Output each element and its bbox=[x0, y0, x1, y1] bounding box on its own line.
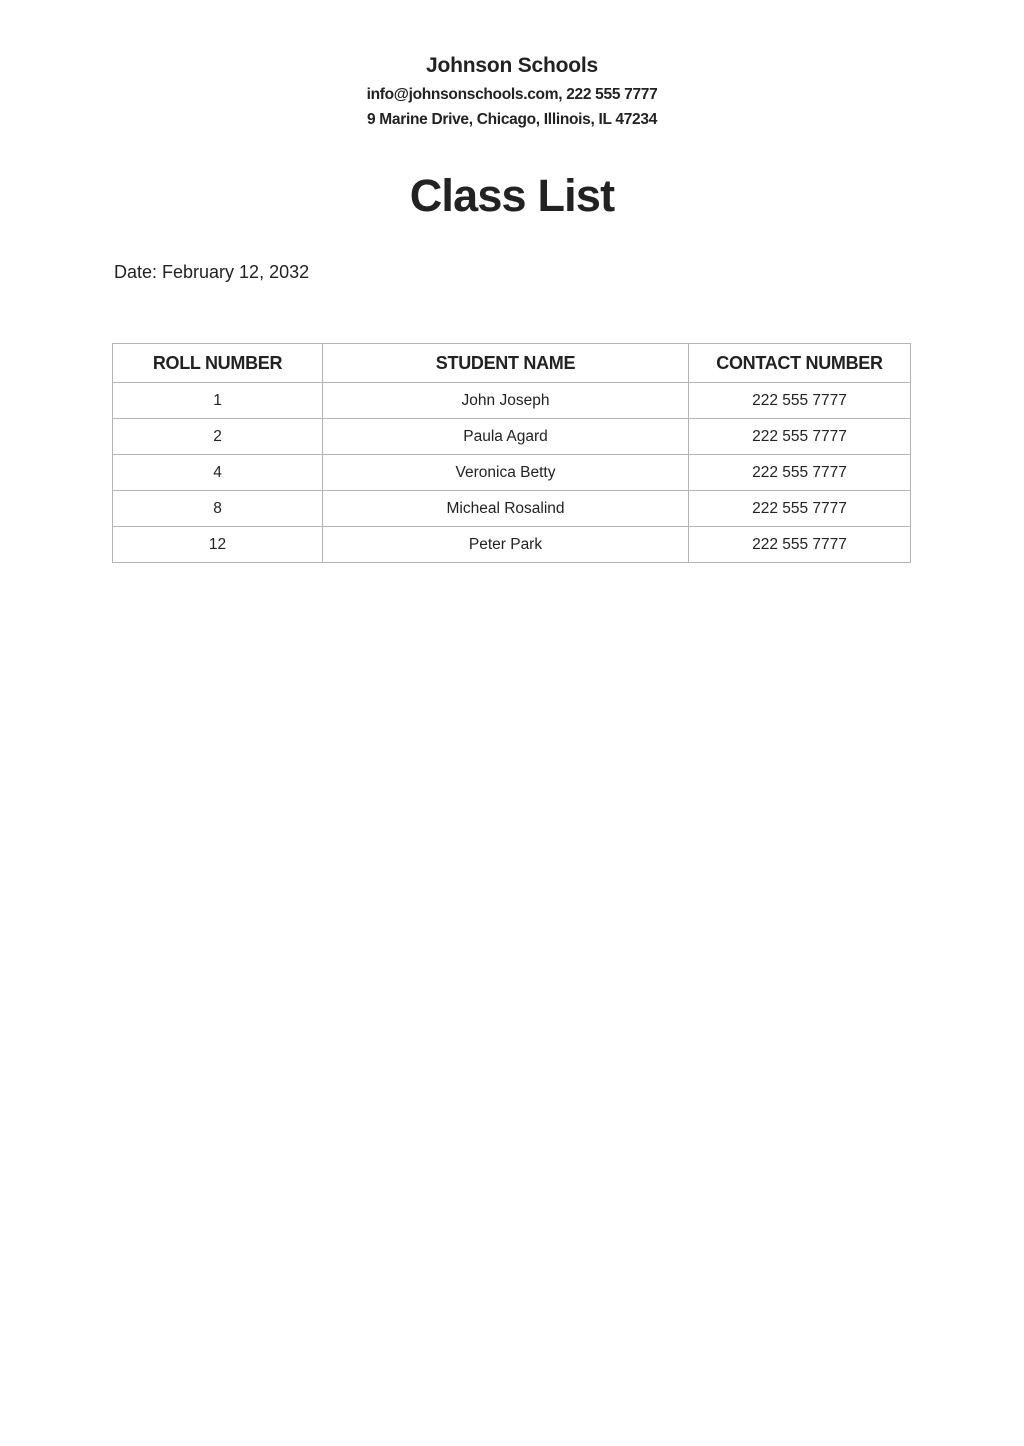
table-row bbox=[113, 491, 911, 527]
contact-number-cell: 222 555 7777 bbox=[689, 491, 911, 527]
table-header-row bbox=[113, 344, 911, 383]
table-row bbox=[113, 383, 911, 419]
roll-number-cell: 4 bbox=[113, 455, 323, 491]
table-row bbox=[113, 527, 911, 563]
class-list-table bbox=[112, 343, 911, 563]
table-row bbox=[113, 455, 911, 491]
column-header-roll-number: ROLL NUMBER bbox=[113, 344, 323, 383]
contact-number-cell: 222 555 7777 bbox=[689, 527, 911, 563]
student-name-cell: Paula Agard bbox=[323, 419, 689, 455]
organization-name: Johnson Schools bbox=[425, 54, 598, 77]
table-row bbox=[113, 419, 911, 455]
student-name-cell: Micheal Rosalind bbox=[323, 491, 689, 527]
roll-number-cell: 1 bbox=[113, 383, 323, 419]
student-name-cell: John Joseph bbox=[323, 383, 689, 419]
contact-info: info@johnsonschools.com, 222 555 7777 bbox=[366, 86, 658, 103]
address: 9 Marine Drive, Chicago, Illinois, IL 47234 bbox=[366, 111, 658, 128]
student-name-cell: Veronica Betty bbox=[323, 455, 689, 491]
student-name-cell: Peter Park bbox=[323, 527, 689, 563]
roll-number-cell: 2 bbox=[113, 419, 323, 455]
class-list-table-container bbox=[112, 343, 910, 563]
contact-number-cell: 222 555 7777 bbox=[689, 455, 911, 491]
date-line: Date: February 12, 2032 bbox=[114, 262, 310, 282]
page-title: Class List bbox=[409, 170, 615, 221]
column-header-contact-number: CONTACT NUMBER bbox=[689, 344, 911, 383]
contact-number-cell: 222 555 7777 bbox=[689, 383, 911, 419]
letterhead bbox=[0, 52, 1024, 132]
contact-number-cell: 222 555 7777 bbox=[689, 419, 911, 455]
roll-number-cell: 12 bbox=[113, 527, 323, 563]
roll-number-cell: 8 bbox=[113, 491, 323, 527]
column-header-student-name: STUDENT NAME bbox=[323, 344, 689, 383]
